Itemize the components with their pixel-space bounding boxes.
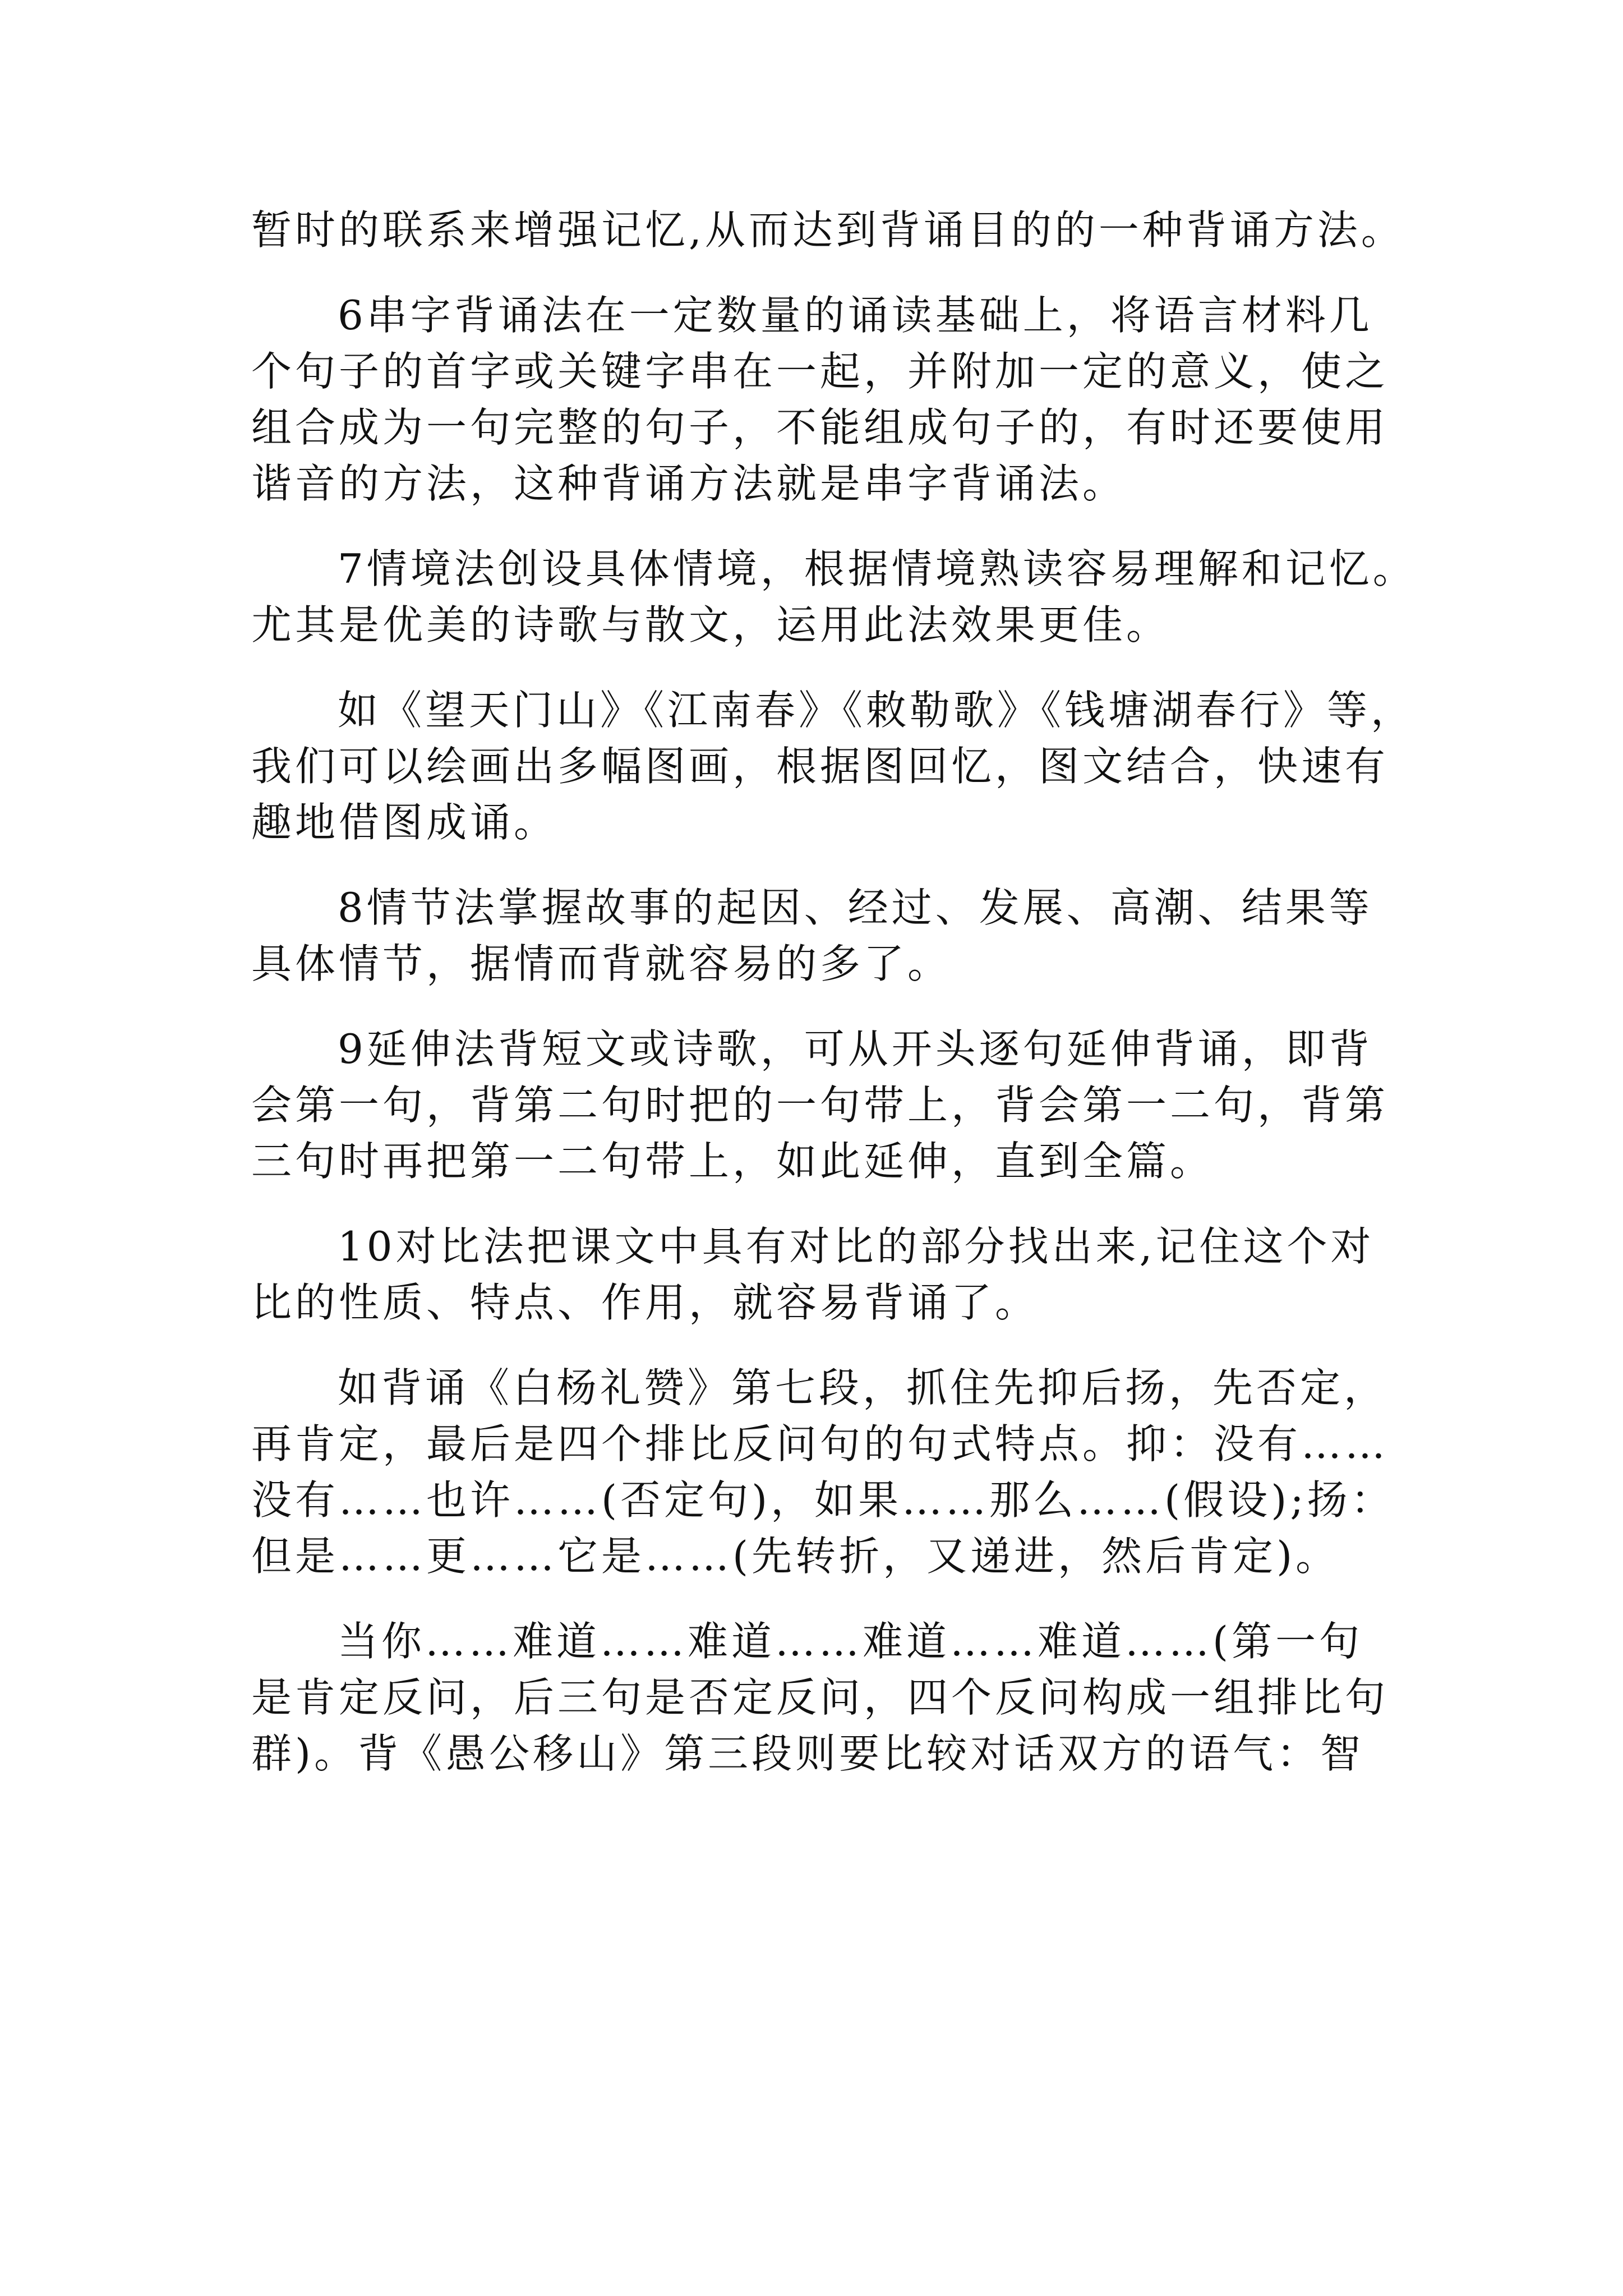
text-line: 个句子的首字或关键字串在一起，并附加一定的意义，使之	[251, 348, 1389, 395]
text-line: 组合成为一句完整的句子，不能组成句子的，有时还要使用	[251, 404, 1389, 451]
text-line: 群)。背《愚公移山》第三段则要比较对话双方的语气：智	[251, 1730, 1364, 1777]
text-line-item-7: 7情境法创设具体情境，根据情境熟读容易理解和记忆。	[338, 545, 1417, 592]
text-line-item-9: 9延伸法背短文或诗歌，可从开头逐句延伸背诵，即背	[338, 1025, 1373, 1073]
text-line: 我们可以绘画出多幅图画，根据图回忆，图文结合，快速有	[251, 743, 1389, 790]
text-line-paragraph-start: 当你……难道……难道……难道……难道……(第一句	[338, 1618, 1363, 1665]
text-line-item-8: 8情节法掌握故事的起因、经过、发展、高潮、结果等	[338, 884, 1373, 931]
text-line: 暂时的联系来增强记忆,从而达到背诵目的的一种背诵方法。	[251, 206, 1405, 254]
text-line: 但是……更……它是……(先转折，又递进，然后肯定)。	[251, 1533, 1340, 1580]
text-line: 谐音的方法，这种背诵方法就是串字背诵法。	[251, 460, 1127, 507]
text-line: 会第一句，背第二句时把的一句带上，背会第一二句，背第	[251, 1082, 1389, 1129]
text-line: 比的性质、特点、作用，就容易背诵了。	[251, 1279, 1039, 1326]
text-line-item-10: 10对比法把课文中具有对比的部分找出来,记住这个对	[338, 1223, 1375, 1270]
text-line: 趣地借图成诵。	[251, 799, 558, 846]
text-line-item-6: 6串字背诵法在一定数量的诵读基础上，将语言材料几	[338, 292, 1373, 339]
text-line: 具体情节，据情而背就容易的多了。	[251, 940, 952, 987]
text-line: 再肯定，最后是四个排比反问句的句式特点。抑：没有……	[251, 1420, 1389, 1467]
text-line: 尤其是优美的诗歌与散文，运用此法效果更佳。	[251, 601, 1170, 648]
text-line: 没有……也许……(否定句)，如果……那么……(假设);扬：	[251, 1476, 1395, 1524]
text-line: 是肯定反问，后三句是否定反问，四个反问构成一组排比句	[251, 1674, 1389, 1721]
text-line-example: 如《望天门山》《江南春》《敕勒歌》《钱塘湖春行》等，	[338, 687, 1415, 734]
text-line: 三句时再把第一二句带上，如此延伸，直到全篇。	[251, 1138, 1214, 1185]
text-line-example: 如背诵《白杨礼赞》第七段，抓住先抑后扬，先否定，	[338, 1364, 1388, 1411]
